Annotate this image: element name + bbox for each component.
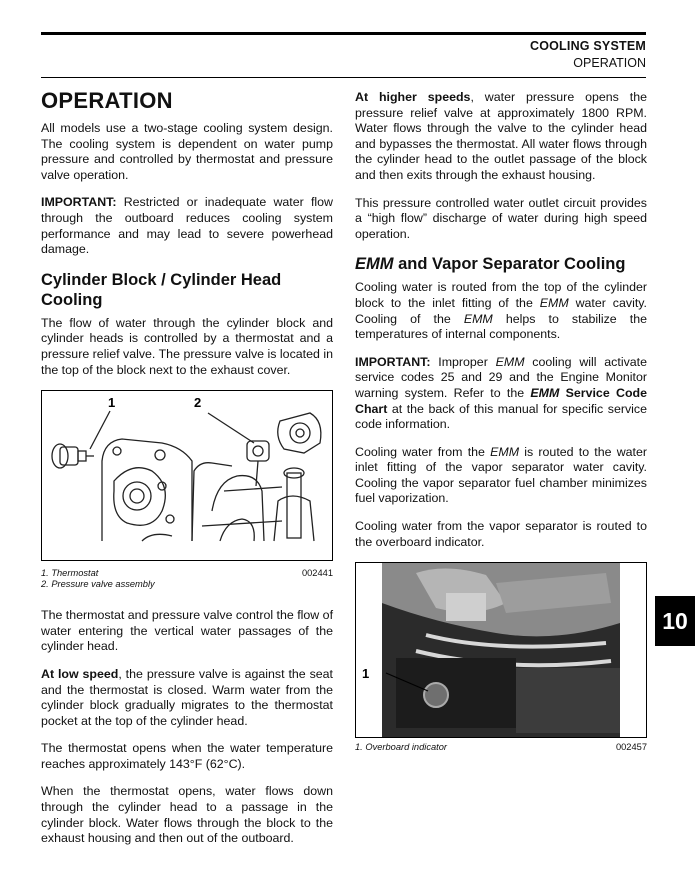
section-heading-cylinder: Cylinder Block / Cylinder Head Cooling <box>41 270 282 309</box>
header-rule <box>41 32 646 35</box>
important2-f: at the back of this manual for specific service code information. <box>355 401 647 432</box>
emm-text-b: EMM <box>539 295 569 310</box>
high-speed-label: At higher speeds <box>355 90 471 104</box>
vapor-text-c: is routed to the water inlet fitting of the vapor separator water cavity. Cooling the vapor separator fuel chamber minimizes fuel vaporization. <box>355 444 648 506</box>
header-section: COOLING SYSTEM <box>529 39 646 53</box>
callout-overboard: 1 <box>362 666 370 682</box>
left-column <box>41 84 333 859</box>
overboard-photo <box>356 563 646 737</box>
high-speed-text: , water pressure opens the pressure relief valve at approximately 1800 RPM. Water flows through the valve to the cylinder head and bypasses the thermostat. All water flows through the cylinder head to the outlet passage of the block and then exits through the exhaust housing. <box>355 90 647 182</box>
vapor-text-a: Cooling water from the <box>355 444 491 459</box>
callout-1: 1 <box>108 395 116 411</box>
page-title: OPERATION <box>41 88 173 113</box>
emm-text-a: Cooling water is routed from the top of the cylinder block to the inlet fitting of the <box>355 280 647 310</box>
low-speed-text: , the pressure valve is against the seat and the thermostat is closed. Warm water from the cylinder block gradually migrates to the thermostat pocket at the top of the cylinder head. <box>41 666 333 728</box>
header-subsection: OPERATION <box>573 56 646 70</box>
emm-text-d: EMM <box>463 311 493 326</box>
callout-2: 2 <box>194 395 202 411</box>
heading-emm-rest: and Vapor Separator Cooling <box>393 255 626 274</box>
control-paragraph: The thermostat and pressure valve control the flow of water entering the vertical water passages of the cylinder head. <box>41 608 334 654</box>
low-speed-label: At low speed <box>41 666 119 681</box>
figure-thermostat <box>41 390 333 561</box>
figure2-caption <box>355 742 647 753</box>
right-column <box>355 90 647 753</box>
important-note-1 <box>41 195 333 257</box>
important2-c: cooling will activate service codes 25 and 29 and the Engine Monitor warning system. Refer to the <box>355 354 647 400</box>
header-rule-thin <box>41 77 646 78</box>
low-speed-paragraph <box>41 667 333 729</box>
important-label: IMPORTANT: <box>41 195 117 210</box>
thermostat-illustration <box>42 391 332 560</box>
figure1-caption <box>41 568 333 590</box>
important-note-2 <box>355 355 647 433</box>
figure-overboard <box>355 562 647 738</box>
figure1-code: 002441 <box>301 568 333 579</box>
figure2-code: 002457 <box>615 742 647 753</box>
important2-e: Service Code Chart <box>355 385 647 416</box>
caption-thermostat: 1. Thermostat <box>41 568 99 579</box>
flow-paragraph: The flow of water through the cylinder block and cylinder heads is controlled by a thermostat and a pressure relief valve. The pressure valve is located in the top of the block next to the exhaust cover. <box>41 315 333 377</box>
high-speed-paragraph <box>355 90 647 184</box>
important2-d: EMM <box>530 385 560 400</box>
vapor-text-b: EMM <box>490 444 520 459</box>
important-text: Restricted or inadequate water flow through the outboard reduces cooling system performance and may lead to severe powerhead damage. <box>41 195 333 257</box>
heading-emm-italic: EMM <box>355 255 394 274</box>
caption-overboard: 1. Overboard indicator <box>355 742 447 753</box>
emm-text-e: helps to stabilize the temperatures of internal components. <box>355 311 647 342</box>
caption-pressure-valve: 2. Pressure valve assembly <box>41 579 155 590</box>
section-heading-emm <box>355 254 647 274</box>
chapter-tab: 10 <box>655 596 695 646</box>
vapor-paragraph <box>355 445 647 507</box>
emm-text-c: water cavity. Cooling of the <box>355 295 647 326</box>
important2-label: IMPORTANT: <box>355 354 431 369</box>
important2-b: EMM <box>495 354 525 369</box>
important2-a: Improper <box>430 354 496 369</box>
flow-down-paragraph: When the thermostat opens, water flows down through the cylinder head to a passage in the cylinder block. Water flows through the block to the exhaust housing and then out of the outboard. <box>41 784 333 846</box>
thermostat-opens-paragraph: The thermostat opens when the water temperature reaches approximately 143°F (62°C). <box>41 741 333 771</box>
circuit-paragraph: This pressure controlled water outlet circuit provides a “high flow” discharge of water during high speed operation. <box>355 195 647 241</box>
emm-paragraph <box>355 280 647 342</box>
intro-paragraph: All models use a two-stage cooling system design. The cooling system is dependent on water pump pressure and controlled by thermostat and pressure valve operation. <box>41 121 333 182</box>
overboard-paragraph: Cooling water from the vapor separator is routed to the overboard indicator. <box>355 519 647 549</box>
